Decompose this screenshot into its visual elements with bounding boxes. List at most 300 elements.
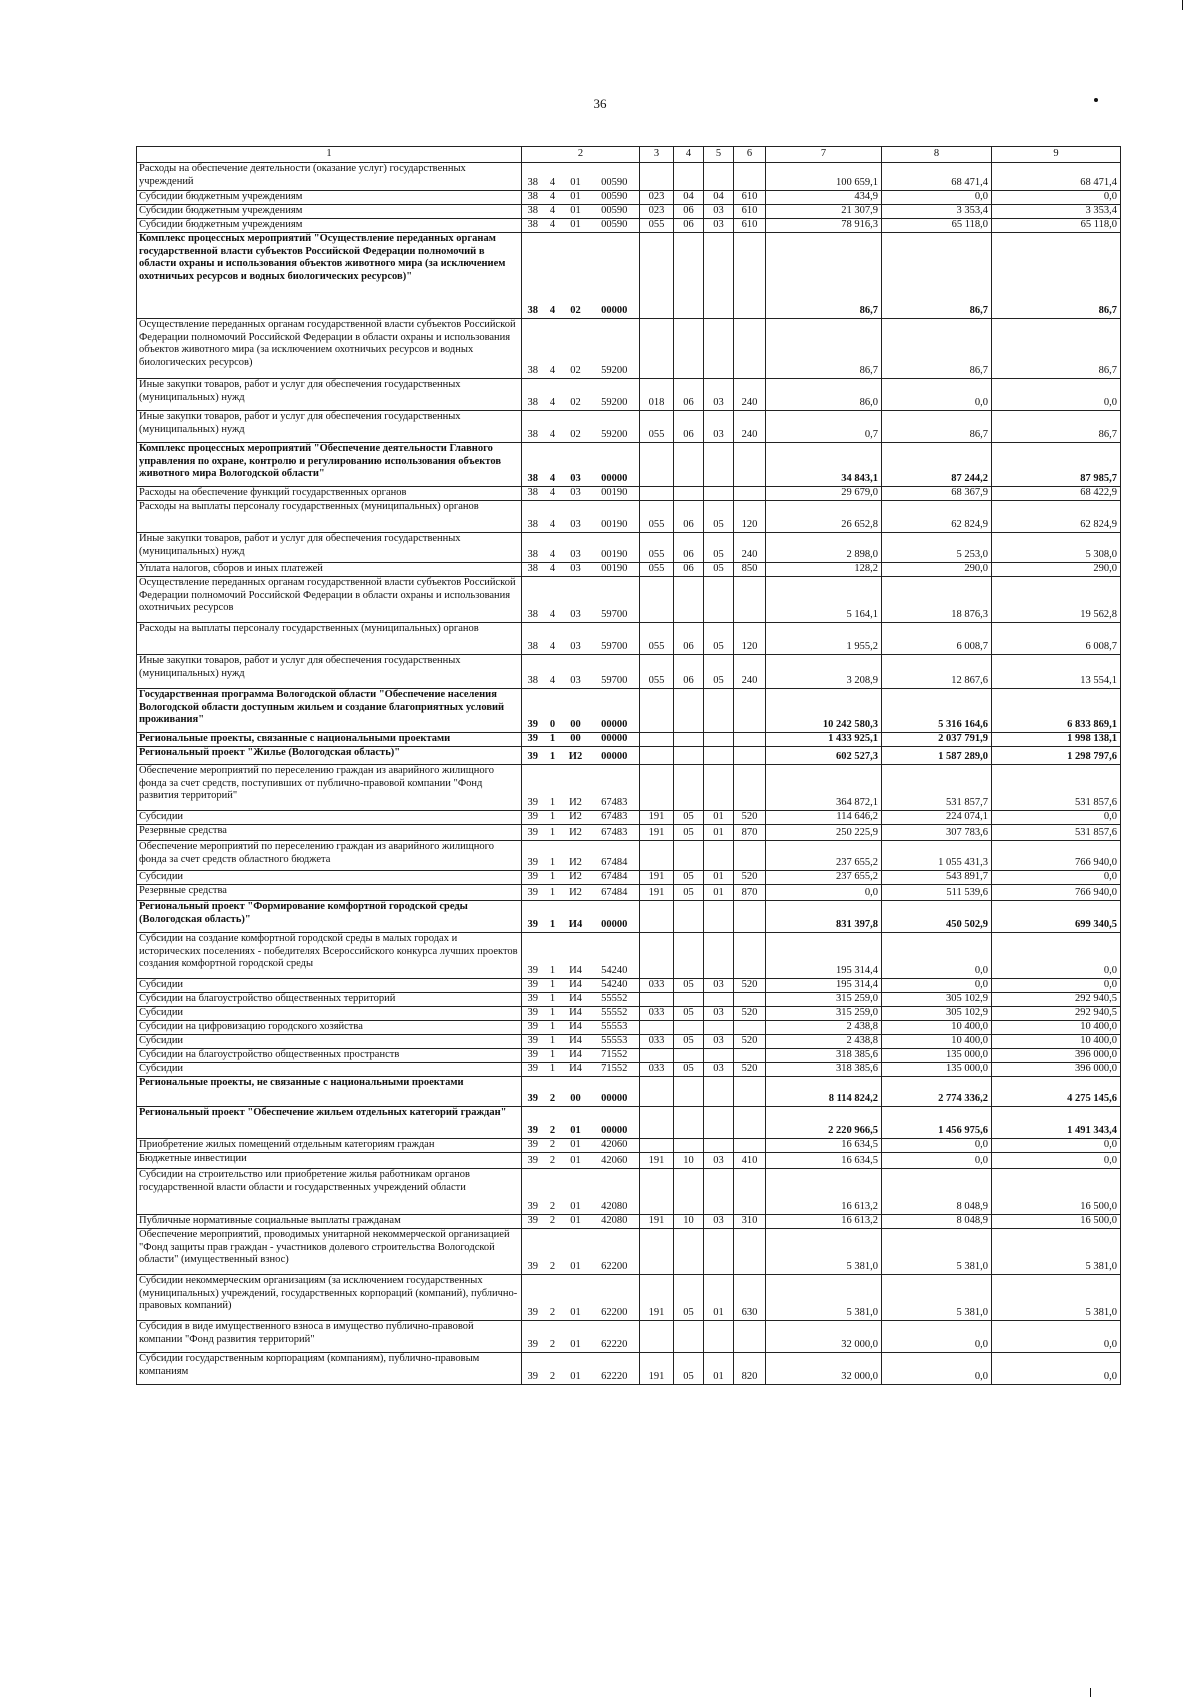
code-type-cell: 4 [544,655,562,689]
code-subprogram-cell: И4 [562,933,590,979]
amount-col7-cell: 318 385,6 [766,1063,882,1077]
table-row [137,1229,1121,1275]
code-type-cell: 1 [544,765,562,811]
code-direction-cell: 00000 [590,733,640,747]
code-direction-cell: 59700 [590,655,640,689]
code-program-cell: 39 [522,1229,544,1275]
code-direction-cell: 00000 [590,443,640,487]
item-name-cell: Субсидии бюджетным учреждениям [137,205,522,219]
expense-type-cell: 850 [734,563,766,577]
amount-col9-cell: 65 118,0 [992,219,1121,233]
code-subprogram-cell: И4 [562,1063,590,1077]
amount-col9-cell: 86,7 [992,233,1121,319]
amount-col8-cell: 5 381,0 [882,1275,992,1321]
code-direction-cell: 00000 [590,233,640,319]
item-name-cell: Региональный проект "Жилье (Вологодская область)" [137,747,522,765]
amount-col9-cell: 0,0 [992,933,1121,979]
admin-code-cell: 055 [640,623,674,655]
table-row [137,1215,1121,1229]
amount-col7-cell: 29 679,0 [766,487,882,501]
code-direction-cell: 59200 [590,411,640,443]
code-subprogram-cell: И2 [562,871,590,885]
table-row [137,933,1121,979]
subsection-code-cell [704,1321,734,1353]
code-program-cell: 38 [522,319,544,379]
code-direction-cell: 42080 [590,1169,640,1215]
amount-col9-cell: 290,0 [992,563,1121,577]
code-type-cell: 2 [544,1107,562,1139]
section-code-cell [674,1049,704,1063]
amount-col8-cell: 5 253,0 [882,533,992,563]
table-row [137,811,1121,825]
code-subprogram-cell: 01 [562,1229,590,1275]
code-program-cell: 39 [522,871,544,885]
scan-dot [1094,98,1098,102]
amount-col7-cell: 2 438,8 [766,1021,882,1035]
admin-code-cell [640,577,674,623]
code-program-cell: 39 [522,901,544,933]
code-direction-cell: 00590 [590,163,640,191]
code-subprogram-cell: 01 [562,1215,590,1229]
admin-code-cell [640,1049,674,1063]
code-subprogram-cell: 03 [562,577,590,623]
code-type-cell: 1 [544,825,562,841]
code-direction-cell: 00000 [590,747,640,765]
code-type-cell: 0 [544,689,562,733]
item-name-cell: Субсидии на благоустройство общественных пространств [137,1049,522,1063]
section-code-cell: 06 [674,205,704,219]
expense-type-cell [734,487,766,501]
amount-col7-cell: 434,9 [766,191,882,205]
amount-col7-cell: 5 381,0 [766,1275,882,1321]
section-code-cell: 06 [674,655,704,689]
amount-col7-cell: 0,0 [766,885,882,901]
amount-col8-cell: 290,0 [882,563,992,577]
code-type-cell: 1 [544,1021,562,1035]
item-name-cell: Субсидия в виде имущественного взноса в имущество публично-правовой компании "Фонд развития территорий" [137,1321,522,1353]
amount-col9-cell: 5 308,0 [992,533,1121,563]
code-subprogram-cell: 00 [562,1077,590,1107]
admin-code-cell: 055 [640,411,674,443]
item-name-cell: Комплекс процессных мероприятий "Осуществление переданных органам государственной власти субъектов Российской Федерации полномочий в области охраны и использования объектов животного мира (за исключением охотничьих ресурсов и водных биологических ресурсов)" [137,233,522,319]
code-direction-cell: 00000 [590,1107,640,1139]
table-row [137,191,1121,205]
item-name-cell: Субсидии на строительство или приобретение жилья работникам органов государственной власти области и государственных учреждений области [137,1169,522,1215]
admin-code-cell [640,841,674,871]
code-type-cell: 4 [544,219,562,233]
amount-col7-cell: 5 164,1 [766,577,882,623]
amount-col8-cell: 1 456 975,6 [882,1107,992,1139]
code-type-cell: 4 [544,379,562,411]
code-type-cell: 4 [544,623,562,655]
item-name-cell: Осуществление переданных органам государственной власти субъектов Российской Федерации полномочий Российской Федерации в области охраны и использования объектов животного мира (за исключением охотничьих ресурсов и водных биологических ресурсов) [137,319,522,379]
amount-col7-cell: 2 438,8 [766,1035,882,1049]
amount-col8-cell: 12 867,6 [882,655,992,689]
admin-code-cell [640,765,674,811]
item-name-cell: Расходы на обеспечение деятельности (оказание услуг) государственных учреждений [137,163,522,191]
table-row [137,411,1121,443]
section-code-cell: 10 [674,1153,704,1169]
expense-type-cell: 410 [734,1153,766,1169]
section-code-cell [674,319,704,379]
section-code-cell [674,993,704,1007]
amount-col8-cell: 0,0 [882,1153,992,1169]
item-name-cell: Субсидии [137,871,522,885]
code-direction-cell: 67484 [590,871,640,885]
amount-col8-cell: 511 539,6 [882,885,992,901]
section-code-cell: 06 [674,411,704,443]
code-type-cell: 4 [544,319,562,379]
amount-col9-cell: 0,0 [992,979,1121,993]
amount-col8-cell: 86,7 [882,319,992,379]
subsection-code-cell: 03 [704,205,734,219]
subsection-code-cell: 04 [704,191,734,205]
amount-col9-cell: 1 998 138,1 [992,733,1121,747]
subsection-code-cell: 03 [704,379,734,411]
table-row [137,1035,1121,1049]
code-subprogram-cell: 01 [562,1275,590,1321]
amount-col7-cell: 5 381,0 [766,1229,882,1275]
admin-code-cell: 191 [640,871,674,885]
code-subprogram-cell: 03 [562,533,590,563]
expense-type-cell [734,1139,766,1153]
expense-type-cell: 520 [734,1063,766,1077]
code-program-cell: 39 [522,825,544,841]
code-subprogram-cell: 03 [562,501,590,533]
section-code-cell: 06 [674,501,704,533]
amount-col7-cell: 26 652,8 [766,501,882,533]
subsection-code-cell [704,1169,734,1215]
admin-code-cell: 191 [640,1275,674,1321]
admin-code-cell [640,1229,674,1275]
item-name-cell: Публичные нормативные социальные выплаты гражданам [137,1215,522,1229]
amount-col9-cell: 6 008,7 [992,623,1121,655]
code-program-cell: 39 [522,689,544,733]
header-cell-1: 1 [137,147,522,163]
table-row [137,1321,1121,1353]
admin-code-cell [640,1139,674,1153]
code-program-cell: 38 [522,191,544,205]
expense-type-cell [734,901,766,933]
amount-col9-cell: 699 340,5 [992,901,1121,933]
code-subprogram-cell: И2 [562,765,590,811]
code-subprogram-cell: 01 [562,1153,590,1169]
item-name-cell: Комплекс процессных мероприятий "Обеспечение деятельности Главного управления по охране, контролю и регулированию использования объектов животного мира Вологодской области" [137,443,522,487]
amount-col7-cell: 602 527,3 [766,747,882,765]
amount-col8-cell: 307 783,6 [882,825,992,841]
code-subprogram-cell: 01 [562,1139,590,1153]
code-type-cell: 2 [544,1229,562,1275]
code-type-cell: 4 [544,501,562,533]
admin-code-cell [640,443,674,487]
amount-col9-cell: 86,7 [992,319,1121,379]
table-row [137,1169,1121,1215]
section-code-cell [674,689,704,733]
table-row [137,689,1121,733]
section-code-cell [674,765,704,811]
scan-edge-mark [1182,0,1183,10]
subsection-code-cell: 03 [704,1035,734,1049]
table-row [137,1153,1121,1169]
code-direction-cell: 42060 [590,1139,640,1153]
code-subprogram-cell: И4 [562,979,590,993]
table-row [137,733,1121,747]
code-subprogram-cell: 01 [562,191,590,205]
code-direction-cell: 71552 [590,1063,640,1077]
table-row [137,443,1121,487]
amount-col8-cell: 5 381,0 [882,1229,992,1275]
item-name-cell: Субсидии бюджетным учреждениям [137,191,522,205]
code-type-cell: 4 [544,487,562,501]
subsection-code-cell: 01 [704,825,734,841]
item-name-cell: Региональные проекты, связанные с национальными проектами [137,733,522,747]
subsection-code-cell [704,1229,734,1275]
code-type-cell: 2 [544,1077,562,1107]
code-type-cell: 4 [544,191,562,205]
section-code-cell: 05 [674,825,704,841]
expense-type-cell: 240 [734,533,766,563]
code-subprogram-cell: 01 [562,1353,590,1385]
amount-col9-cell: 396 000,0 [992,1049,1121,1063]
admin-code-cell [640,319,674,379]
amount-col7-cell: 78 916,3 [766,219,882,233]
table-row [137,1139,1121,1153]
amount-col8-cell: 0,0 [882,191,992,205]
subsection-code-cell: 03 [704,411,734,443]
section-code-cell [674,577,704,623]
amount-col8-cell: 450 502,9 [882,901,992,933]
admin-code-cell [640,1107,674,1139]
code-program-cell: 39 [522,1063,544,1077]
item-name-cell: Обеспечение мероприятий по переселению граждан из аварийного жилищного фонда за счет средств, поступивших от публично-правовой компании "Фонд развития территорий" [137,765,522,811]
subsection-code-cell [704,901,734,933]
expense-type-cell [734,1049,766,1063]
subsection-code-cell: 03 [704,219,734,233]
expense-type-cell: 240 [734,655,766,689]
section-code-cell: 10 [674,1215,704,1229]
table-row [137,1063,1121,1077]
amount-col7-cell: 2 220 966,5 [766,1107,882,1139]
amount-col9-cell: 5 381,0 [992,1229,1121,1275]
amount-col7-cell: 21 307,9 [766,205,882,219]
amount-col7-cell: 8 114 824,2 [766,1077,882,1107]
amount-col9-cell: 0,0 [992,1139,1121,1153]
code-program-cell: 39 [522,733,544,747]
code-type-cell: 1 [544,1007,562,1021]
code-type-cell: 1 [544,885,562,901]
amount-col9-cell: 0,0 [992,871,1121,885]
subsection-code-cell: 05 [704,533,734,563]
subsection-code-cell: 01 [704,811,734,825]
code-program-cell: 38 [522,205,544,219]
code-program-cell: 39 [522,1353,544,1385]
code-direction-cell: 59700 [590,577,640,623]
amount-col9-cell: 396 000,0 [992,1063,1121,1077]
expense-type-cell [734,733,766,747]
section-code-cell [674,1321,704,1353]
code-subprogram-cell: 01 [562,219,590,233]
code-type-cell: 4 [544,205,562,219]
amount-col7-cell: 318 385,6 [766,1049,882,1063]
code-program-cell: 39 [522,811,544,825]
code-subprogram-cell: 03 [562,655,590,689]
section-code-cell [674,901,704,933]
code-program-cell: 39 [522,1007,544,1021]
amount-col8-cell: 10 400,0 [882,1021,992,1035]
amount-col8-cell: 224 074,1 [882,811,992,825]
subsection-code-cell: 03 [704,1063,734,1077]
expense-type-cell [734,1077,766,1107]
admin-code-cell [640,933,674,979]
code-subprogram-cell: И2 [562,747,590,765]
code-program-cell: 38 [522,411,544,443]
section-code-cell [674,1229,704,1275]
code-type-cell: 4 [544,233,562,319]
code-direction-cell: 62200 [590,1275,640,1321]
code-subprogram-cell: И2 [562,811,590,825]
subsection-code-cell: 03 [704,1215,734,1229]
code-subprogram-cell: 01 [562,1321,590,1353]
header-cell-5: 5 [704,147,734,163]
subsection-code-cell: 01 [704,1275,734,1321]
subsection-code-cell [704,993,734,1007]
admin-code-cell: 191 [640,1353,674,1385]
amount-col8-cell: 10 400,0 [882,1035,992,1049]
amount-col8-cell: 531 857,7 [882,765,992,811]
amount-col9-cell: 16 500,0 [992,1215,1121,1229]
expense-type-cell [734,233,766,319]
code-type-cell: 2 [544,1153,562,1169]
item-name-cell: Иные закупки товаров, работ и услуг для обеспечения государственных (муниципальных) нужд [137,655,522,689]
amount-col8-cell: 0,0 [882,379,992,411]
subsection-code-cell [704,933,734,979]
subsection-code-cell [704,163,734,191]
subsection-code-cell [704,765,734,811]
code-direction-cell: 00190 [590,563,640,577]
code-direction-cell: 55553 [590,1021,640,1035]
amount-col9-cell: 0,0 [992,1321,1121,1353]
expense-type-cell: 520 [734,871,766,885]
amount-col7-cell: 2 898,0 [766,533,882,563]
admin-code-cell: 023 [640,205,674,219]
table-row [137,563,1121,577]
admin-code-cell [640,733,674,747]
amount-col8-cell: 2 774 336,2 [882,1077,992,1107]
table-row [137,1021,1121,1035]
code-program-cell: 38 [522,219,544,233]
section-code-cell: 06 [674,623,704,655]
code-direction-cell: 42060 [590,1153,640,1169]
code-subprogram-cell: И2 [562,841,590,871]
amount-col9-cell: 292 940,5 [992,993,1121,1007]
code-program-cell: 39 [522,1153,544,1169]
code-program-cell: 39 [522,1321,544,1353]
code-program-cell: 39 [522,765,544,811]
expense-type-cell [734,1229,766,1275]
section-code-cell: 05 [674,979,704,993]
expense-type-cell [734,747,766,765]
header-cell-3: 3 [640,147,674,163]
code-program-cell: 39 [522,1021,544,1035]
amount-col7-cell: 237 655,2 [766,871,882,885]
item-name-cell: Региональный проект "Формирование комфортной городской среды (Вологодская область)" [137,901,522,933]
amount-col9-cell: 531 857,6 [992,765,1121,811]
table-row [137,1353,1121,1385]
subsection-code-cell: 03 [704,1153,734,1169]
amount-col8-cell: 135 000,0 [882,1049,992,1063]
code-type-cell: 1 [544,901,562,933]
section-code-cell: 06 [674,563,704,577]
amount-col7-cell: 32 000,0 [766,1321,882,1353]
code-subprogram-cell: И4 [562,1035,590,1049]
item-name-cell: Уплата налогов, сборов и иных платежей [137,563,522,577]
admin-code-cell [640,1169,674,1215]
table-row [137,841,1121,871]
table-row [137,623,1121,655]
code-program-cell: 38 [522,233,544,319]
amount-col9-cell: 3 353,4 [992,205,1121,219]
expense-type-cell: 870 [734,885,766,901]
admin-code-cell: 191 [640,1153,674,1169]
amount-col9-cell: 4 275 145,6 [992,1077,1121,1107]
table-row [137,487,1121,501]
amount-col8-cell: 2 037 791,9 [882,733,992,747]
subsection-code-cell [704,1021,734,1035]
code-direction-cell: 00190 [590,501,640,533]
amount-col7-cell: 1 433 925,1 [766,733,882,747]
code-type-cell: 4 [544,533,562,563]
amount-col9-cell: 19 562,8 [992,577,1121,623]
code-subprogram-cell: 01 [562,1107,590,1139]
item-name-cell: Региональные проекты, не связанные с национальными проектами [137,1077,522,1107]
table-row [137,219,1121,233]
item-name-cell: Резервные средства [137,825,522,841]
code-subprogram-cell: 02 [562,411,590,443]
item-name-cell: Приобретение жилых помещений отдельным категориям граждан [137,1139,522,1153]
expense-type-cell: 520 [734,979,766,993]
amount-col9-cell: 766 940,0 [992,885,1121,901]
amount-col9-cell: 10 400,0 [992,1021,1121,1035]
code-direction-cell: 67484 [590,885,640,901]
section-code-cell [674,1169,704,1215]
code-subprogram-cell: 00 [562,733,590,747]
code-program-cell: 39 [522,1275,544,1321]
amount-col8-cell: 1 055 431,3 [882,841,992,871]
code-subprogram-cell: 03 [562,623,590,655]
section-code-cell [674,163,704,191]
amount-col9-cell: 0,0 [992,1353,1121,1385]
section-code-cell: 06 [674,533,704,563]
section-code-cell: 05 [674,871,704,885]
expense-type-cell: 610 [734,205,766,219]
amount-col7-cell: 16 613,2 [766,1215,882,1229]
code-direction-cell: 00000 [590,901,640,933]
expense-type-cell [734,1321,766,1353]
code-program-cell: 39 [522,841,544,871]
expense-type-cell: 240 [734,411,766,443]
amount-col8-cell: 305 102,9 [882,1007,992,1021]
amount-col7-cell: 364 872,1 [766,765,882,811]
code-direction-cell: 67483 [590,825,640,841]
amount-col9-cell: 0,0 [992,811,1121,825]
section-code-cell [674,443,704,487]
section-code-cell: 05 [674,1063,704,1077]
code-direction-cell: 71552 [590,1049,640,1063]
admin-code-cell: 191 [640,1215,674,1229]
amount-col7-cell: 3 208,9 [766,655,882,689]
table-row [137,233,1121,319]
code-subprogram-cell: 02 [562,319,590,379]
